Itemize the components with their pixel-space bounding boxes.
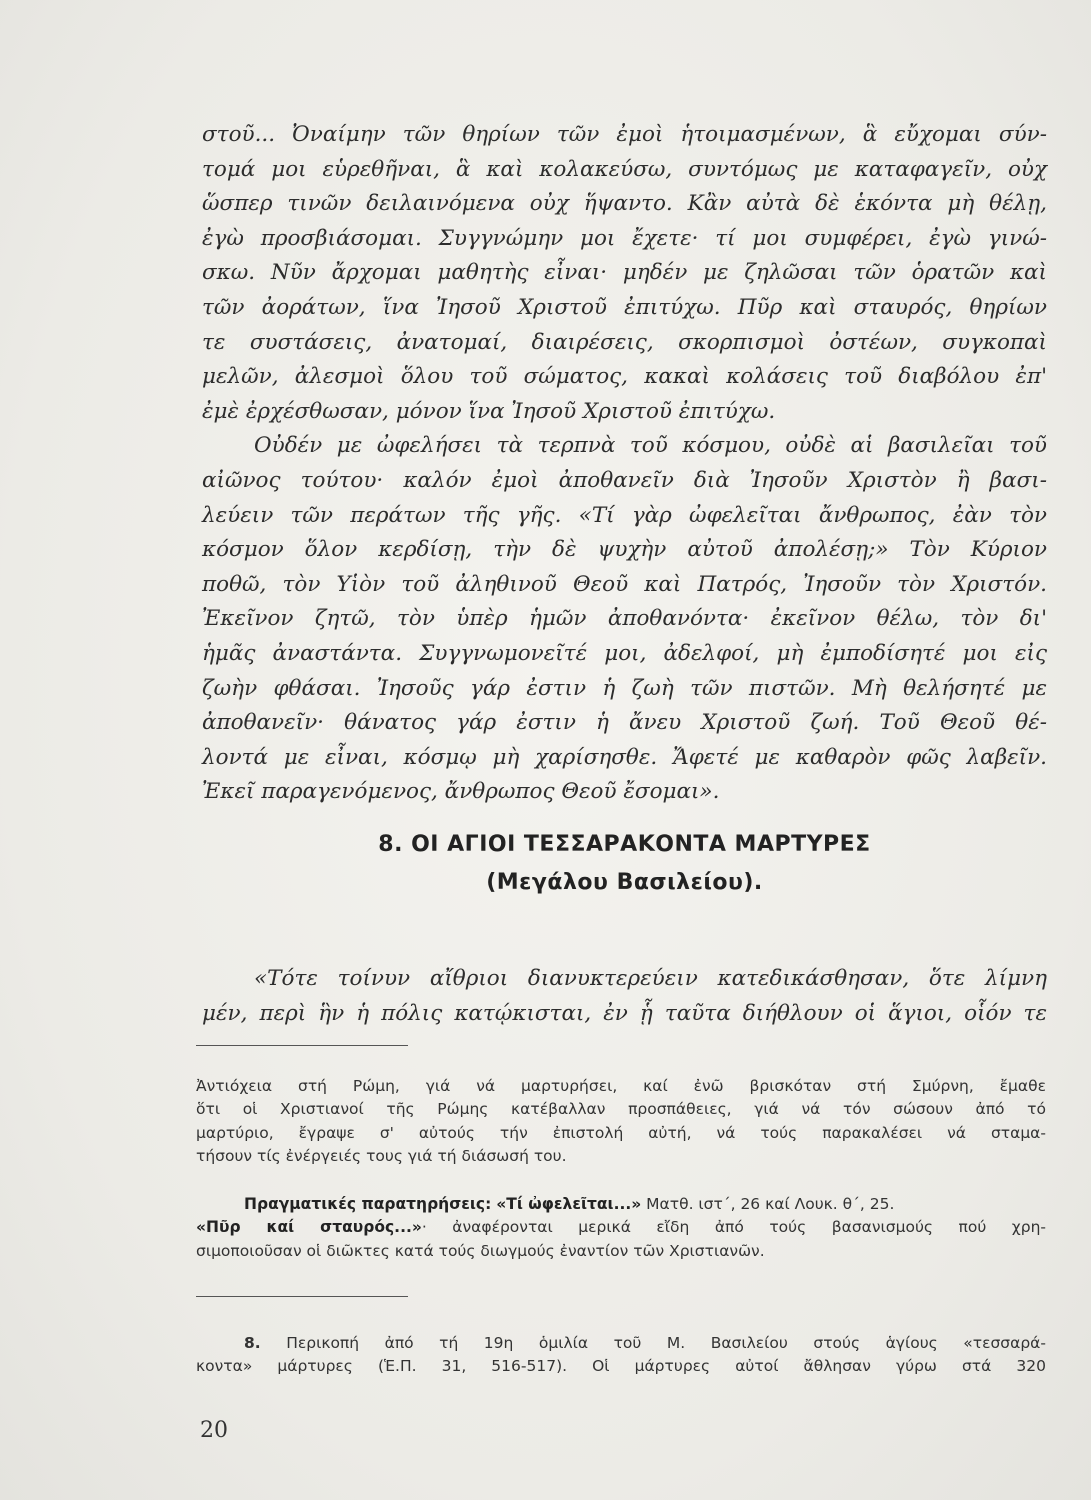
text-line: λοντά με εἶναι, κόσμῳ μὴ χαρίσησθε. Ἄφετέ με καθαρὸν φῶς λαβεῖν.: [202, 744, 1047, 770]
footnote-line: μαρτύριο, ἔγραψε σ' αὐτούς τήν ἐπιστολή αὐτή, νά τούς παρακαλέσει νά σταμα-: [196, 1123, 1046, 1142]
footnote-divider: [196, 1045, 408, 1046]
text-line: ποθῶ, τὸν Υἱὸν τοῦ ἀληθινοῦ Θεοῦ καὶ Πατρός, Ἰησοῦν τὸν Χριστόν.: [202, 571, 1047, 597]
text-line: Ἐκεῖνον ζητῶ, τὸν ὑπὲρ ἡμῶν ἀποθανόντα· ἐκεῖνον θέλω, τὸν δι': [202, 606, 1047, 632]
text-line: στοῦ... Ὀναίμην τῶν θηρίων τῶν ἐμοὶ ἡτοιμασμένων, ἃ εὔχομαι σύν-: [202, 122, 1047, 147]
footnote-line: ὅτι οἱ Χριστιανοί τῆς Ρώμης κατέβαλλαν προσπάθειες, γιά νά τόν σώσουν ἀπό τό: [196, 1100, 1046, 1119]
main-body-text: [202, 118, 1047, 810]
footnote-observations: [196, 1193, 1046, 1263]
footnote-continued: [196, 1075, 1046, 1168]
text-line: μέν, περὶ ἣν ἡ πόλις κατῴκισται, ἐν ᾗ ταῦτα διήθλουν οἱ ἅγιοι, οἷόν τε: [202, 1000, 1047, 1026]
footnote-line: κοντα» μάρτυρες (Ἑ.Π. 31, 516-517). Οἱ μάρτυρες αὐτοί ἄθλησαν γύρω στά 320: [196, 1357, 1046, 1376]
text-line: Ἐκεῖ παραγενόμενος, ἄνθρωπος Θεοῦ ἔσομαι».: [202, 779, 720, 805]
footnote-line: τήσουν τίς ἐνέργειές τους γιά τή διάσωσή του.: [196, 1146, 567, 1165]
footnote-line: [196, 1332, 1046, 1355]
page-number: 20: [200, 1418, 228, 1443]
text-line: ὥσπερ τινῶν δειλαινόμενα οὐχ ἥψαντο. Κἂν αὐτὰ δὲ ἑκόντα μὴ θέλῃ,: [202, 191, 1047, 217]
text-line: «Τότε τοίνυν αἴθριοι διανυκτερεύειν κατεδικάσθησαν, ὅτε λίμνη: [254, 966, 1047, 991]
text-line: μελῶν, ἀλεσμοὶ ὅλου τοῦ σώματος, κακαὶ κολάσεις τοῦ διαβόλου ἐπ': [202, 364, 1047, 390]
footnote-number: 8.: [244, 1334, 261, 1352]
section-subtitle: (Μεγάλου Βασιλείου).: [486, 870, 763, 895]
text-line: ζωὴν φθάσαι. Ἰησοῦς γάρ ἐστιν ἡ ζωὴ τῶν πιστῶν. Μὴ θελήσητέ με: [202, 675, 1047, 701]
footnote-text: Περικοπή ἀπό τή 19η ὁμιλία τοῦ Μ. Βασιλείου στούς ἁγίους «τεσσαρά-: [260, 1334, 1046, 1352]
text-line: τῶν ἀοράτων, ἵνα Ἰησοῦ Χριστοῦ ἐπιτύχω. Πῦρ καὶ σταυρός, θηρίων: [202, 294, 1047, 320]
footnote-divider: [196, 1296, 408, 1297]
footnote-8: [196, 1332, 1046, 1379]
text-line: Οὐδέν με ὠφελήσει τὰ τερπνὰ τοῦ κόσμου, οὐδὲ αἱ βασιλεῖαι τοῦ: [254, 433, 1047, 459]
text-line: σκω. Νῦν ἄρχομαι μαθητὴς εἶναι· μηδέν με ζηλῶσαι τῶν ὁρατῶν καὶ: [202, 260, 1047, 286]
text-line: αἰῶνος τούτου· καλόν ἐμοὶ ἀποθανεῖν διὰ Ἰησοῦν Χριστὸν ἢ βασι-: [202, 467, 1047, 493]
text-line: τε συστάσεις, ἀνατομαί, διαιρέσεις, σκορπισμοὶ ὀστέων, συγκοπαὶ: [202, 329, 1047, 355]
quote-reference: «Πῦρ καί σταυρός...»: [196, 1218, 422, 1237]
bible-reference: Ματθ. ιστ΄, 26 καί Λουκ. θ΄, 25.: [641, 1195, 895, 1213]
footnote-line: Ἀντιόχεια στή Ρώμη, γιά νά μαρτυρήσει, καί ἐνῶ βρισκόταν στή Σμύρνη, ἔμαθε: [196, 1077, 1046, 1095]
text-line: ἐγὼ προσβιάσομαι. Συγγνώμην μοι ἔχετε· τί μοι συμφέρει, ἐγὼ γινώ-: [202, 225, 1047, 251]
footnote-line: σιμοποιοῦσαν οἱ διῶκτες κατά τούς διωγμούς ἐναντίον τῶν Χριστιανῶν.: [196, 1241, 765, 1260]
text-line: λεύειν τῶν περάτων τῆς γῆς. «Τί γὰρ ὠφελεῖται ἄνθρωπος, ἐὰν τὸν: [202, 502, 1047, 528]
text-line: ἐμὲ ἐρχέσθωσαν, μόνον ἵνα Ἰησοῦ Χριστοῦ ἐπιτύχω.: [202, 398, 776, 424]
text-line: κόσμον ὅλον κερδίσῃ, τὴν δὲ ψυχὴν αὐτοῦ ἀπολέσῃ;» Τὸν Κύριον: [202, 537, 1047, 563]
text-line: τομά μοι εὑρεθῆναι, ἃ καὶ κολακεύσω, συντόμως με καταφαγεῖν, οὐχ: [202, 156, 1047, 182]
section-title: 8. ΟΙ ΑΓΙΟΙ ΤΕΣΣΑΡΑΚΟΝΤΑ ΜΑΡΤΥΡΕΣ: [378, 832, 871, 857]
footnote-line: [196, 1193, 1046, 1216]
text-line: ἀποθανεῖν· θάνατος γάρ ἐστιν ἡ ἄνευ Χριστοῦ ζωή. Τοῦ Θεοῦ θέ-: [202, 710, 1047, 736]
footnote-line: [196, 1216, 1046, 1239]
section-body-text: [202, 962, 1047, 1031]
quote-reference: «Τί ὠφελεῖται...»: [496, 1195, 642, 1213]
observations-label: Πραγματικές παρατηρήσεις:: [244, 1195, 492, 1213]
text-line: ἡμᾶς ἀναστάντα. Συγγνωμονεῖτέ μοι, ἀδελφοί, μὴ ἐμποδίσητέ μοι εἰς: [202, 640, 1047, 666]
footnote-text: · ἀναφέρονται μερικά εἴδη ἀπό τούς βασανισμούς πού χρη-: [421, 1218, 1046, 1237]
